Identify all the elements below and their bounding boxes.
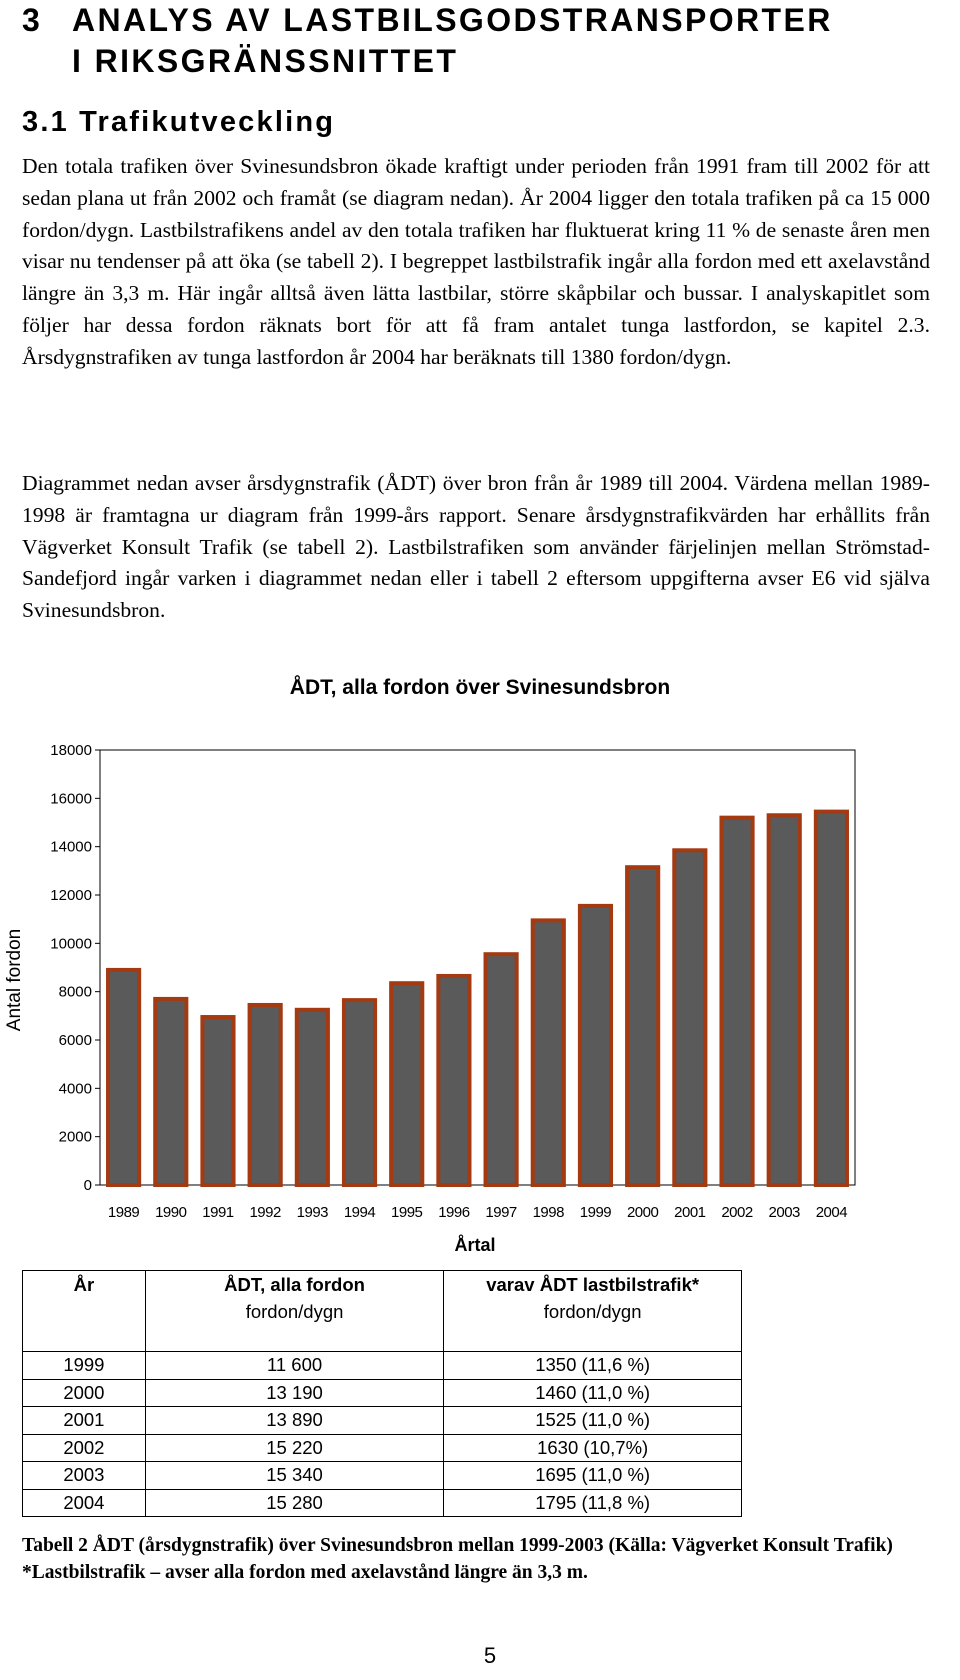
y-tick-label: 10000 bbox=[50, 935, 92, 953]
table-cell: 11 600 bbox=[145, 1352, 444, 1380]
bar bbox=[391, 983, 422, 1185]
chapter-number: 3 bbox=[22, 2, 43, 38]
table-cell: 1460 (11,0 %) bbox=[444, 1379, 742, 1407]
y-tick-label: 6000 bbox=[58, 1032, 92, 1049]
x-tick-label: 1993 bbox=[296, 1204, 329, 1221]
table-cell: 1630 (10,7%) bbox=[444, 1434, 742, 1462]
table-cell: 2000 bbox=[23, 1379, 146, 1407]
table-header-cell: ÅDT, alla fordon fordon/dygn bbox=[145, 1271, 444, 1352]
table-cell: 15 280 bbox=[145, 1489, 444, 1517]
table-row bbox=[23, 1352, 742, 1380]
table-header-cell: År bbox=[23, 1271, 146, 1352]
x-tick-label: 1990 bbox=[155, 1204, 187, 1221]
y-tick-label: 2000 bbox=[58, 1128, 92, 1146]
bar bbox=[108, 970, 139, 1185]
table-cell: 2004 bbox=[23, 1489, 146, 1517]
bar bbox=[250, 1005, 281, 1185]
table-cell: 13 190 bbox=[145, 1379, 444, 1407]
table-header-cell: varav ÅDT lastbilstrafik* fordon/dygn bbox=[444, 1271, 742, 1352]
x-tick-label: 1991 bbox=[202, 1204, 234, 1221]
y-tick-label: 18000 bbox=[50, 742, 92, 759]
x-tick-label: 1999 bbox=[579, 1204, 612, 1221]
chart-title: ÅDT, alla fordon över Svinesundsbron bbox=[289, 676, 671, 699]
bar bbox=[580, 906, 611, 1185]
table-cell: 2001 bbox=[23, 1407, 146, 1435]
body-paragraph: Diagrammet nedan avser årsdygnstrafik (ÅDT) över bron från år 1989 till 2004. Värdena mellan 1989-1998 är framtagna ur diagram från 1999-års rapport. Senare årsdygnstrafikvärden har erhållits från Vägverket Konsult Trafik (se tabell 2). Lastbilstrafiken som använder färjelinjen mellan Strömstad-Sandefjord ingår varken i diagrammet nedan eller i tabell 2 eftersom uppgifterna avser E6 vid själva Svinesundsbron. bbox=[22, 471, 930, 623]
table-row bbox=[23, 1407, 742, 1435]
bar bbox=[769, 815, 800, 1185]
x-tick-label: 2003 bbox=[768, 1204, 800, 1221]
bar bbox=[533, 920, 564, 1185]
bar bbox=[155, 999, 186, 1185]
bar bbox=[438, 976, 469, 1185]
section-title: 3.1 Trafikutveckling bbox=[22, 106, 336, 138]
table-cell: 2002 bbox=[23, 1434, 146, 1462]
table-cell: 15 340 bbox=[145, 1462, 444, 1490]
table-cell: 1999 bbox=[23, 1352, 146, 1380]
y-tick-label: 14000 bbox=[50, 838, 92, 856]
table-cell: 1525 (11,0 %) bbox=[444, 1407, 742, 1435]
table-cell: 2003 bbox=[23, 1462, 146, 1490]
y-axis-title: Antal fordon bbox=[4, 928, 25, 1032]
bar bbox=[202, 1017, 233, 1185]
table-row bbox=[23, 1462, 742, 1490]
bar bbox=[674, 850, 705, 1185]
y-tick-label: 8000 bbox=[58, 983, 92, 1001]
table-header-row bbox=[23, 1271, 742, 1352]
bar-chart bbox=[0, 730, 960, 1270]
bar bbox=[486, 954, 517, 1185]
bar bbox=[297, 1010, 328, 1185]
table-caption: Tabell 2 ÅDT (årsdygnstrafik) över Svinesundsbron mellan 1999-2003 (Källa: Vägverket Konsult Trafik) *Lastbilstrafik – avser alla fordon med axelavstånd längre än 3,3 m. bbox=[22, 1535, 893, 1583]
x-tick-label: 1998 bbox=[532, 1204, 564, 1221]
table-cell: 1695 (11,0 %) bbox=[444, 1462, 742, 1490]
y-tick-label: 4000 bbox=[58, 1080, 92, 1098]
x-tick-label: 1994 bbox=[343, 1204, 376, 1221]
x-tick-label: 1989 bbox=[107, 1204, 140, 1221]
x-tick-label: 1997 bbox=[485, 1204, 517, 1221]
traffic-table bbox=[22, 1270, 742, 1517]
page-number: 5 bbox=[483, 1643, 497, 1668]
table-row bbox=[23, 1489, 742, 1517]
table-row bbox=[23, 1379, 742, 1407]
bar bbox=[816, 812, 847, 1185]
x-axis-title: Årtal bbox=[454, 1235, 496, 1255]
table-cell: 15 220 bbox=[145, 1434, 444, 1462]
x-tick-label: 2004 bbox=[815, 1204, 848, 1221]
x-tick-label: 1995 bbox=[391, 1204, 423, 1221]
table-cell: 13 890 bbox=[145, 1407, 444, 1435]
x-tick-label: 2002 bbox=[721, 1204, 753, 1221]
body-paragraph: Den totala trafiken över Svinesundsbron ökade kraftigt under perioden från 1991 fram till 2002 för att sedan plana ut från 2002 och framåt (se diagram nedan). År 2004 ligger den totala trafiken på ca 15 000 fordon/dygn. Lastbilstrafikens andel av den totala trafiken har fluktuerat kring 11 % de senaste åren men visar nu tendenser på att öka (se tabell 2). I begreppet lastbilstrafik ingår alla fordon med ett axelavstånd längre än 3,3 m. Här ingår alltså även lätta lastbilar, större skåpbilar och bussar. I analyskapitlet som följer har dessa fordon räknats bort för att få fram antalet tunga lastfordon, se kapitel 2.3. Årsdygnstrafiken av tunga lastfordon år 2004 har beräknats till 1380 fordon/dygn. bbox=[22, 154, 930, 369]
table-row bbox=[23, 1434, 742, 1462]
bar bbox=[721, 818, 752, 1185]
x-tick-label: 1992 bbox=[249, 1204, 281, 1221]
y-tick-label: 16000 bbox=[50, 790, 92, 808]
table-cell: 1350 (11,6 %) bbox=[444, 1352, 742, 1380]
chapter-title-line2: I RIKSGRÄNSSNITTET bbox=[72, 43, 459, 79]
chapter-title-line1: ANALYS AV LASTBILSGODSTRANSPORTER bbox=[72, 2, 833, 38]
table-cell: 1795 (11,8 %) bbox=[444, 1489, 742, 1517]
x-tick-label: 2000 bbox=[626, 1204, 659, 1221]
y-tick-label: 12000 bbox=[50, 887, 92, 904]
y-tick-label: 0 bbox=[83, 1177, 92, 1194]
x-tick-label: 2001 bbox=[674, 1204, 706, 1221]
bar bbox=[344, 1000, 375, 1185]
bar bbox=[627, 867, 658, 1185]
chapter-heading bbox=[22, 0, 952, 82]
x-tick-label: 1996 bbox=[438, 1204, 470, 1221]
